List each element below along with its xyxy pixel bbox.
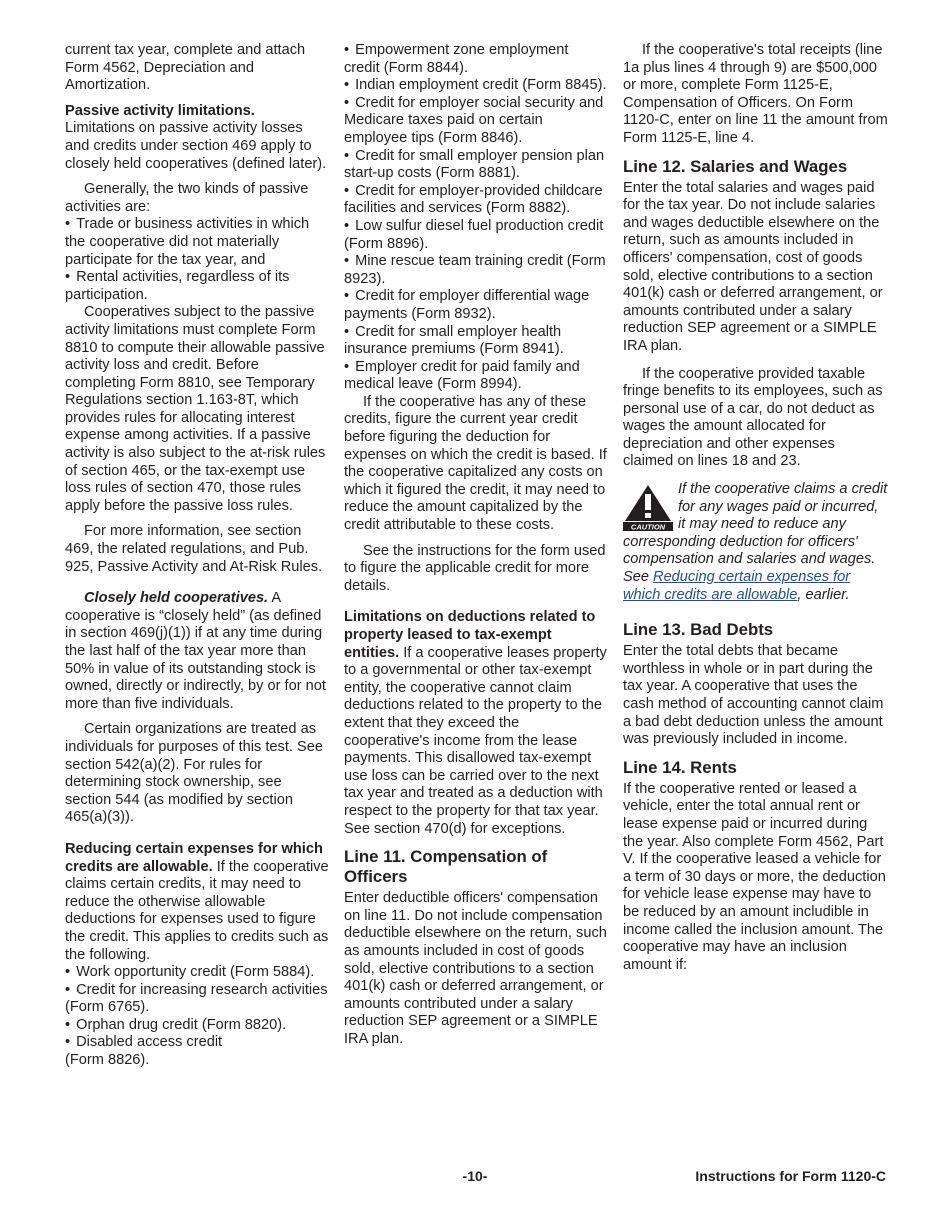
column-right	[623, 42, 888, 982]
form-name: Instructions for Form 1120-C	[695, 1168, 886, 1184]
caution-note	[623, 481, 888, 604]
paragraph: For more information, see section 469, the related regulations, and Pub. 925, Passive Activity and At-Risk Rules.	[65, 523, 323, 575]
line-12-heading: Line 12. Salaries and Wages	[623, 156, 848, 176]
list-item: • Disabled access credit (Form 8826).	[65, 1034, 330, 1069]
caution-icon	[623, 483, 673, 531]
line-14-heading: Line 14. Rents	[623, 757, 737, 777]
column-left	[65, 42, 330, 1070]
limitations-text: If a cooperative leases property to a governmental or other tax-exempt entity, the cooperative cannot claim deductions related to the property to the extent that they exceed the cooperative's income from the lease payments. This disallowed tax-exempt use loss can be carried over to the next tax year and treated as a deduction with respect to the property for that tax year. See section 470(d) for exceptions.	[344, 644, 607, 837]
paragraph: If the cooperative's total receipts (line 1a plus lines 4 through 9) are $500,000 or more, complete Form 1125-E, Compensation of Officers. On Form 1120-C, enter on line 11 the amount from Form 1125-E, line 4.	[623, 42, 888, 146]
passive-section	[65, 103, 330, 173]
caution-end: , earlier.	[797, 586, 850, 603]
list-item: • Credit for employer social security and Medicare taxes paid on certain employee tips (Form 8846).	[344, 95, 608, 148]
list-item: • Credit for small employer pension plan start-up costs (Form 8881).	[344, 148, 608, 183]
caution-label: CAUTION	[630, 522, 666, 532]
paragraph: current tax year, complete and attach Form 4562, Depreciation and Amortization.	[65, 42, 306, 94]
paragraph: Enter deductible officers' compensation on line 11. Do not include compensation deductible elsewhere on the return, such as amounts included in cost of goods sold, elective contributions to a section 401(k) cash or deferred arrangement, or amounts contributed under a salary reduction SEP agreement or a SIMPLE IRA plan.	[344, 890, 607, 1047]
reducing-text: If the cooperative claims certain credits, it may need to reduce the otherwise allowable deductions for expenses used to figure the credit. This applies to credits such as the following.	[65, 858, 329, 963]
list-item: • Empowerment zone employment credit (Form 8844).	[344, 42, 608, 77]
passive-text: Limitations on passive activity losses and credits under section 469 apply to closely held cooperatives (defined later).	[65, 120, 327, 172]
paragraph: Cooperatives subject to the passive activity limitations must complete Form 8810 to compute their allowable passive activity loss and credit. Before completing Form 8810, see Temporary Regulations section 1.163-8T, which provides rules for allocating interest expense among activities. If a passive activity is also subject to the at-risk rules of section 465, or the tax-exempt use loss rules of section 470, those rules apply before the passive loss rules.	[65, 304, 326, 514]
list-item: • Low sulfur diesel fuel production credit (Form 8896).	[344, 218, 608, 253]
list-item: • Orphan drug credit (Form 8820).	[65, 1017, 330, 1035]
line-11-heading: Line 11. Compensation of Officers	[344, 847, 548, 887]
limitations-heading: Limitations on deductions related to property leased to tax-exempt entities.	[344, 609, 596, 661]
closely-held-heading: Closely held cooperatives.	[84, 590, 269, 607]
limitations-section	[344, 609, 608, 838]
list-item: • Credit for employer-provided childcare facilities and services (Form 8882).	[344, 183, 608, 218]
list-item: • Mine rescue team training credit (Form 8923).	[344, 253, 608, 288]
list-item: • Work opportunity credit (Form 5884).	[65, 964, 330, 982]
passive-heading: Passive activity limitations.	[65, 102, 255, 119]
list-item: • Credit for employer differential wage payments (Form 8932).	[344, 288, 608, 323]
paragraph: See the instructions for the form used to figure the applicable credit for more details.	[344, 542, 606, 594]
closely-held-text: A cooperative is “closely held” (as defined in section 469(j)(1)) if at any time during the last half of the tax year more than 50% in value of its outstanding stock is owned, directly or indirectly, by or for not more than five individuals.	[65, 590, 326, 712]
line-13-heading: Line 13. Bad Debts	[623, 620, 774, 640]
page-number: -10-	[462, 1168, 488, 1184]
paragraph: Generally, the two kinds of passive activities are:	[65, 181, 309, 215]
paragraph: If the cooperative has any of these credits, figure the current year credit before figuring the deduction for expenses on which the credit is based. If the cooperative capitalized any costs on which it figured the credit, it may need to reduce the amount capitalized by the credit attributable to these costs.	[344, 393, 607, 534]
caution-text: If the cooperative claims a credit for any wages paid or incurred, it may need to reduce any corresponding deduction for officers' compensation and salaries and wages. See	[623, 481, 888, 586]
list-item: • Indian employment credit (Form 8845).	[344, 77, 608, 95]
paragraph: If the cooperative rented or leased a vehicle, enter the total annual rent or lease expense paid or incurred during the year. Also complete Form 4562, Part V. If the cooperative leased a vehicle for a term of 30 days or more, the deduction for vehicle lease expense may have to be reduced by an amount includible in income called the inclusion amount. The cooperative may have an inclusion amount if:	[623, 780, 886, 973]
list-item: • Credit for increasing research activities (Form 6765).	[65, 982, 330, 1017]
reducing-expenses-link[interactable]: Reducing certain expenses for which credits are allowable	[623, 569, 851, 603]
reducing-section	[65, 841, 330, 964]
list-item: • Trade or business activities in which the cooperative did not materially participate for the tax year, and	[65, 216, 330, 269]
reducing-heading: Reducing certain expenses for which credits are allowable.	[65, 840, 323, 875]
list-item: • Employer credit for paid family and medical leave (Form 8994).	[344, 359, 608, 394]
column-middle	[344, 42, 608, 1056]
paragraph: If the cooperative provided taxable fringe benefits to its employees, such as personal use of a car, do not deduct as wages the amount allocated for depreciation and other expenses claimed on lines 18 and 23.	[623, 365, 883, 470]
paragraph: Certain organizations are treated as individuals for purposes of this test. See section 542(a)(2). For rules for determining stock ownership, see section 544 (as modified by section 465(a)(3)).	[65, 721, 323, 826]
closely-held-section	[65, 590, 330, 713]
list-item: • Rental activities, regardless of its participation.	[65, 269, 330, 304]
paragraph: Enter the total debts that became worthless in whole or in part during the tax year. A cooperative that uses the cash method of accounting cannot claim a bad debt deduction unless the amount was previously included in income.	[623, 643, 884, 748]
list-item: • Credit for small employer health insurance premiums (Form 8941).	[344, 324, 608, 359]
paragraph: Enter the total salaries and wages paid for the tax year. Do not include salaries and wages deductible elsewhere on the return, such as amounts included in officers' compensation, cost of goods sold, elective contributions to a section 401(k) cash or deferred arrangement, or amounts contributed under a salary reduction SEP agreement or a SIMPLE IRA plan.	[623, 179, 883, 354]
